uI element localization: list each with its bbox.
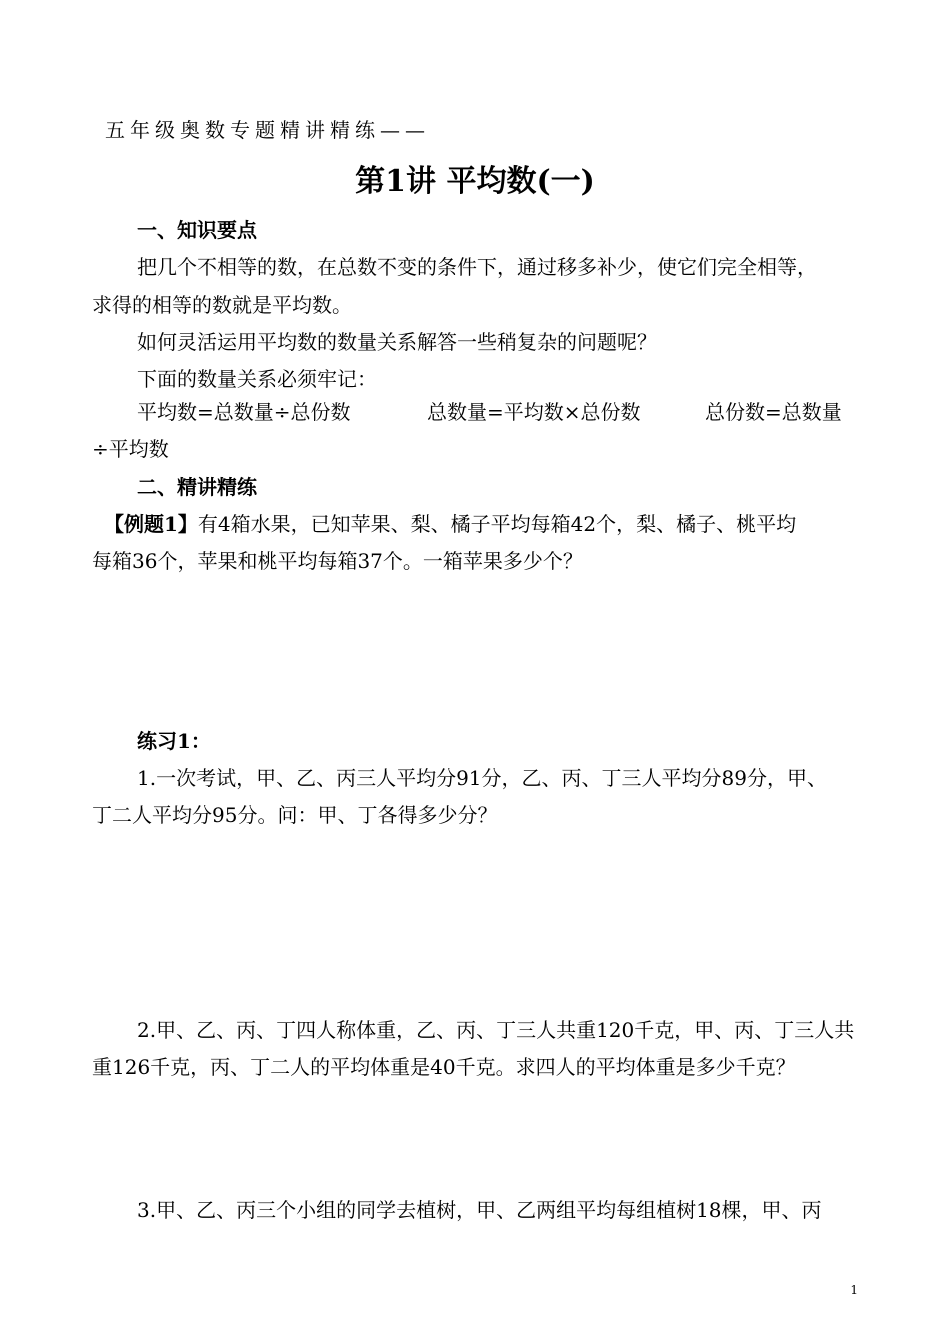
lecture-title: 第1讲 平均数(一) — [355, 164, 595, 199]
example-line1 — [104, 510, 858, 538]
paragraph-remember: 下面的数量关系必须牢记： — [137, 367, 377, 391]
question2-line2: 重126千克，丙、丁二人的平均体重是40千克。求四人的平均体重是多少千克？ — [92, 1055, 796, 1079]
question1-line1: 1.一次考试，甲、乙、丙三人平均分91分，乙、丙、丁三人平均分89分，甲、 — [137, 766, 827, 790]
practice-heading: 练习1： — [137, 729, 211, 753]
question1-line2: 丁二人平均分95分。问：甲、丁各得多少分？ — [92, 803, 498, 827]
formula-parts-continued: ÷平均数 — [92, 437, 169, 461]
formula-row — [137, 398, 858, 426]
example-text: 有4箱水果，已知苹果、梨、橘子平均每箱42个，梨、橘子、桃平均 — [197, 512, 797, 536]
section-heading-knowledge: 一、知识要点 — [137, 218, 257, 242]
example-line2: 每箱36个，苹果和桃平均每箱37个。一箱苹果多少个？ — [92, 549, 583, 573]
section-heading-practice: 二、精讲精练 — [137, 475, 257, 499]
page-number: 1 — [850, 1283, 858, 1297]
example-label: 【例题1】 — [104, 512, 198, 536]
formula-parts: 总份数=总数量 — [705, 400, 842, 424]
question2-line1: 2.甲、乙、丙、丁四人称体重，乙、丙、丁三人共重120千克，甲、丙、丁三人共 — [137, 1018, 855, 1042]
question3-line1: 3.甲、乙、丙三个小组的同学去植树，甲、乙两组平均每组植树18棵，甲、丙 — [137, 1198, 822, 1222]
formula-total: 总数量=平均数×总份数 — [427, 400, 641, 424]
paragraph-definition-line1: 把几个不相等的数，在总数不变的条件下，通过移多补少，使它们完全相等， — [137, 255, 817, 279]
series-title: 五年级奥数专题精讲精练—— — [105, 118, 430, 142]
paragraph-question: 如何灵活运用平均数的数量关系解答一些稍复杂的问题呢？ — [137, 330, 657, 354]
paragraph-definition-line2: 求得的相等的数就是平均数。 — [92, 293, 352, 317]
formula-average: 平均数=总数量÷总份数 — [137, 400, 351, 424]
